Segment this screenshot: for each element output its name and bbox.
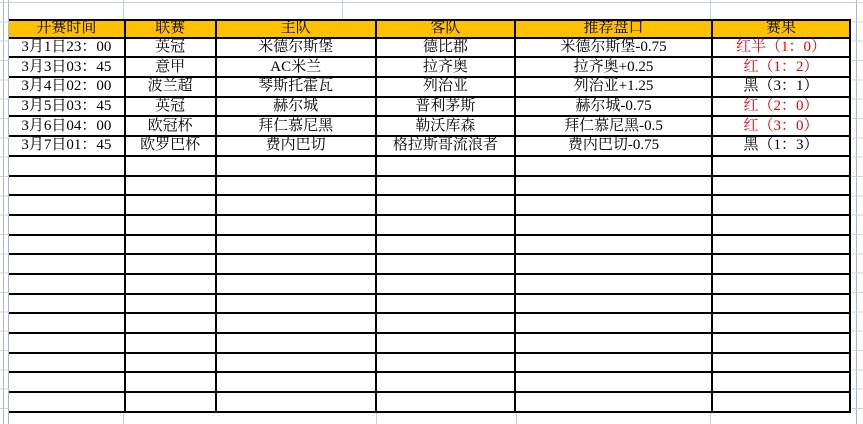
empty-cell[interactable] [516,255,713,275]
empty-cell[interactable] [9,236,126,256]
cell-league[interactable]: 波兰超 [126,78,217,98]
cell-away[interactable]: 普利茅斯 [377,98,516,118]
empty-cell[interactable] [126,393,217,413]
cell-home[interactable]: AC米兰 [217,58,377,78]
empty-cell[interactable] [126,334,217,354]
empty-cell[interactable] [516,354,713,374]
empty-cell[interactable] [126,177,217,197]
cell-time[interactable]: 3月1日23：00 [9,39,126,59]
match-table [9,19,851,413]
empty-cell[interactable] [377,157,516,177]
empty-cell[interactable] [217,393,377,413]
empty-cell[interactable] [516,314,713,334]
cell-home[interactable]: 拜仁慕尼黑 [217,117,377,137]
cell-league[interactable]: 欧罗巴杯 [126,137,217,157]
cell-result[interactable]: 黑（3：1） [713,78,851,98]
empty-cell[interactable] [713,373,851,393]
grid-line-vertical-top-3 [710,0,711,19]
cell-league[interactable]: 意甲 [126,58,217,78]
grid-line-vertical-bottom-1 [123,413,124,424]
empty-cell[interactable] [126,373,217,393]
empty-cell[interactable] [377,354,516,374]
grid-line-vertical-top-1 [123,0,124,19]
empty-cell[interactable] [516,275,713,295]
cell-result[interactable]: 红（3：0） [713,117,851,137]
cell-handicap[interactable]: 拉齐奥+0.25 [516,58,713,78]
empty-cell[interactable] [713,157,851,177]
cell-away[interactable]: 列治亚 [377,78,516,98]
grid-line-vertical-bottom-4 [710,413,711,424]
empty-cell[interactable] [217,295,377,315]
empty-cell[interactable] [126,314,217,334]
grid-line-vertical-bottom-3 [516,413,517,424]
empty-cell[interactable] [126,255,217,275]
empty-cell[interactable] [713,354,851,374]
cell-away[interactable]: 勒沃库森 [377,117,516,137]
empty-cell[interactable] [9,314,126,334]
grid-line-vertical-bottom-2 [376,413,377,424]
empty-cell[interactable] [126,236,217,256]
cell-time[interactable]: 3月3日03：45 [9,58,126,78]
header-cell-away[interactable]: 客队 [377,19,516,39]
empty-cell[interactable] [377,275,516,295]
empty-cell[interactable] [217,177,377,197]
empty-cell[interactable] [126,354,217,374]
cell-handicap[interactable]: 列治亚+1.25 [516,78,713,98]
empty-cell[interactable] [9,275,126,295]
empty-cell[interactable] [516,334,713,354]
empty-cell[interactable] [516,393,713,413]
empty-cell[interactable] [217,196,377,216]
empty-cell[interactable] [126,275,217,295]
empty-cell[interactable] [713,236,851,256]
header-cell-handicap[interactable]: 推荐盘口 [516,19,713,39]
cell-away[interactable]: 格拉斯哥流浪者 [377,137,516,157]
empty-cell[interactable] [9,393,126,413]
grid-rowlines-right-margin [852,2,863,424]
empty-cell[interactable] [9,354,126,374]
cell-league[interactable]: 英冠 [126,98,217,118]
empty-cell[interactable] [377,314,516,334]
grid-rowlines-left-margin [0,2,9,424]
empty-cell[interactable] [217,354,377,374]
empty-cell[interactable] [377,177,516,197]
empty-cell[interactable] [217,275,377,295]
empty-cell[interactable] [377,196,516,216]
empty-cell[interactable] [217,314,377,334]
empty-cell[interactable] [713,334,851,354]
empty-cell[interactable] [516,236,713,256]
empty-cell[interactable] [713,295,851,315]
empty-cell[interactable] [217,255,377,275]
empty-cell[interactable] [126,196,217,216]
empty-cell[interactable] [377,373,516,393]
cell-handicap[interactable]: 赫尔城-0.75 [516,98,713,118]
cell-home[interactable]: 费内巴切 [217,137,377,157]
empty-cell[interactable] [516,216,713,236]
cell-result[interactable]: 黑（1：3） [713,137,851,157]
empty-cell[interactable] [126,216,217,236]
empty-cell[interactable] [9,295,126,315]
cell-time[interactable]: 3月6日04：00 [9,117,126,137]
cell-result[interactable]: 红（2：0） [713,98,851,118]
empty-cell[interactable] [217,334,377,354]
empty-cell[interactable] [516,157,713,177]
grid-line-vertical-top-2 [342,0,343,19]
cell-time[interactable]: 3月7日01：45 [9,137,126,157]
empty-cell[interactable] [713,255,851,275]
empty-cell[interactable] [9,177,126,197]
empty-cell[interactable] [516,196,713,216]
empty-cell[interactable] [217,373,377,393]
empty-cell[interactable] [9,373,126,393]
empty-cell[interactable] [126,157,217,177]
cell-result[interactable]: 红半（1：0） [713,39,851,59]
cell-time[interactable]: 3月5日03：45 [9,98,126,118]
empty-cell[interactable] [713,393,851,413]
empty-cell[interactable] [9,216,126,236]
header-cell-home[interactable]: 主队 [217,19,377,39]
cell-handicap[interactable]: 米德尔斯堡-0.75 [516,39,713,59]
empty-cell[interactable] [377,295,516,315]
cell-time[interactable]: 3月4日02：00 [9,78,126,98]
empty-cell[interactable] [516,295,713,315]
cell-away[interactable]: 德比郡 [377,39,516,59]
header-cell-result[interactable]: 赛果 [713,19,851,39]
empty-cell[interactable] [516,373,713,393]
empty-cell[interactable] [713,314,851,334]
cell-league[interactable]: 英冠 [126,39,217,59]
empty-cell[interactable] [516,177,713,197]
empty-cell[interactable] [377,255,516,275]
grid-line-horizontal-top [0,2,863,3]
cell-home[interactable]: 赫尔城 [217,98,377,118]
empty-cell[interactable] [713,177,851,197]
cell-result[interactable]: 红（1：2） [713,58,851,78]
cell-home[interactable]: 琴斯托霍瓦 [217,78,377,98]
empty-cell[interactable] [377,236,516,256]
empty-cell[interactable] [217,157,377,177]
empty-cell[interactable] [9,334,126,354]
empty-cell[interactable] [713,196,851,216]
empty-cell[interactable] [713,216,851,236]
empty-cell[interactable] [377,216,516,236]
empty-cell[interactable] [9,157,126,177]
cell-handicap[interactable]: 费内巴切-0.75 [516,137,713,157]
empty-cell[interactable] [9,255,126,275]
empty-cell[interactable] [217,236,377,256]
cell-home[interactable]: 米德尔斯堡 [217,39,377,59]
cell-away[interactable]: 拉齐奥 [377,58,516,78]
empty-cell[interactable] [713,275,851,295]
empty-cell[interactable] [377,334,516,354]
header-cell-time[interactable]: 开赛时间 [9,19,126,39]
empty-cell[interactable] [126,295,217,315]
empty-cell[interactable] [217,216,377,236]
header-cell-league[interactable]: 联赛 [126,19,217,39]
empty-cell[interactable] [377,393,516,413]
empty-cell[interactable] [9,196,126,216]
cell-league[interactable]: 欧冠杯 [126,117,217,137]
cell-handicap[interactable]: 拜仁慕尼黑-0.5 [516,117,713,137]
